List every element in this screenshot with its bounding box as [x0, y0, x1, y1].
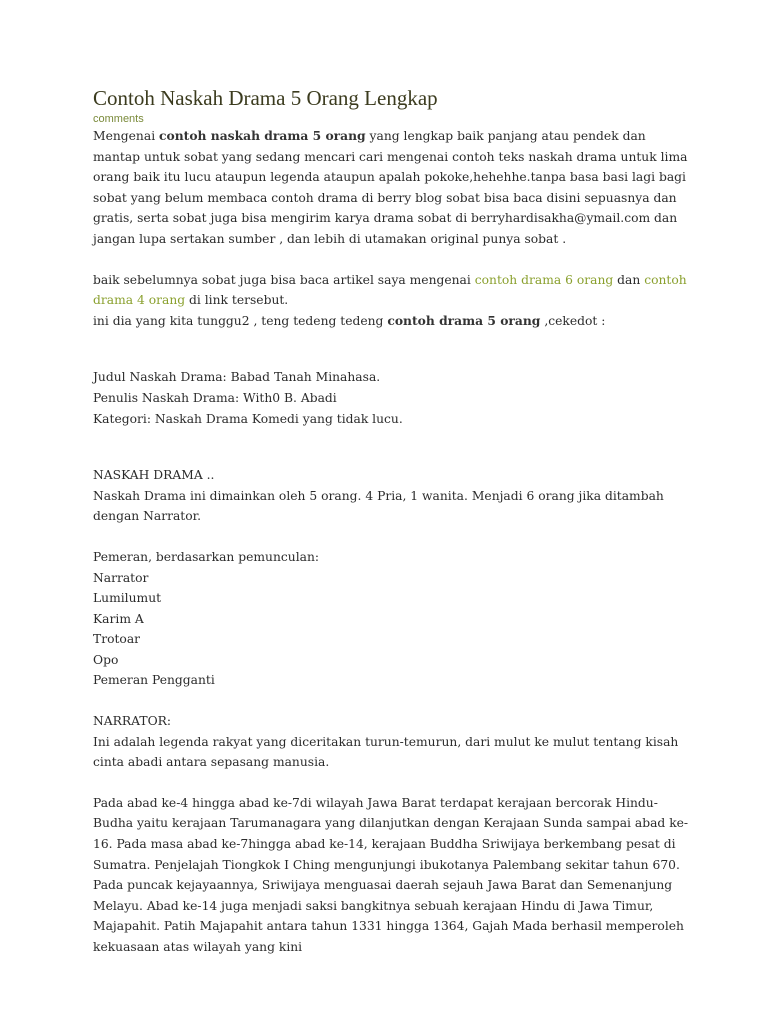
post-body: [93, 86, 693, 958]
narrator-line: Ini adalah legenda rakyat yang diceritakan turun-temurun, dari mulut ke mulut tentang kisah cinta abadi antara sepasang manusia.: [93, 734, 679, 770]
links-mid: dan: [613, 272, 645, 287]
cast-member: Opo: [93, 652, 119, 667]
intro-lead: Mengenai: [93, 129, 160, 143]
narrator-heading: NARRATOR:: [93, 714, 172, 729]
meta-kategori: Kategori: Naskah Drama Komedi yang tidak lucu.: [93, 411, 403, 426]
intro-bold-keyword: contoh naskah drama 5 orang: [159, 128, 366, 143]
lead-in-line: [93, 311, 693, 332]
link-contoh-drama-6-orang[interactable]: contoh drama 6 orang: [474, 272, 614, 287]
intro-paragraph: [93, 126, 693, 250]
comments-link[interactable]: comments: [93, 113, 144, 125]
lead-in-tail: ,cekedot :: [540, 313, 606, 328]
cast-member: Lumilumut: [93, 591, 162, 606]
cast-heading: Pemeran, berdasarkan pemunculan:: [93, 549, 320, 564]
link-contoh-drama-4-orang[interactable]: contoh drama 4 orang: [93, 272, 687, 308]
narrator-story: Pada abad ke-4 hingga abad ke-7di wilayah Jawa Barat terdapat kerajaan bercorak Hindu-Budha yaitu kerajaan Tarumanagara yang dilanjutkan dengan Kerajaan Sunda sampai abad ke-16. Pada masa abad ke-7hingga abad ke-14, kerajaan Buddha Sriwijaya berkembang pesat di Sumatra. Penjelajah Tiongkok I Ching mengunjungi ibukotanya Palembang sekitar tahun 670. Pada puncak kejayaannya, Sriwijaya menguasai daerah sejauh Jawa Barat dan Semenanjung Melayu. Abad ke-14 juga menjadi saksi bangkitnya sebuah kerajaan Hindu di Jawa Timur, Majapahit. Patih Majapahit antara tahun 1331 hingga 1364, Gajah Mada berhasil memperoleh kekuasaan atas wilayah yang kini: [93, 795, 689, 954]
naskah-description: Naskah Drama ini dimainkan oleh 5 orang. 4 Pria, 1 wanita. Menjadi 6 orang jika ditambah dengan Narrator.: [93, 488, 664, 524]
links-tail: di link tersebut.: [185, 293, 289, 308]
cast-member: Trotoar: [93, 632, 141, 647]
meta-judul: Judul Naskah Drama: Babad Tanah Minahasa.: [93, 370, 381, 385]
cast-member: Karim A: [93, 611, 144, 626]
intro-rest: yang lengkap baik panjang atau pendek dan mantap untuk sobat yang sedang mencari cari mengenai contoh teks naskah drama untuk lima orang baik itu lucu ataupun legenda ataupun apalah pokoke,hehehhe.tanpa basa basi lagi bagi sobat yang belum membaca contoh drama di berry blog sobat bisa baca disini sepuasnya dan gratis, serta sobat juga bisa mengirim karya drama sobat di berryhardisakha@ymail.com dan jangan lupa sertakan sumber , dan lebih di utamakan original punya sobat .: [93, 129, 688, 246]
lead-in-text: ini dia yang kita tunggu2 , teng tedeng tedeng: [93, 313, 388, 328]
links-lead: baik sebelumnya sobat juga bisa baca artikel saya mengenai: [93, 272, 475, 287]
post-title: Contoh Naskah Drama 5 Orang Lengkap: [93, 86, 438, 110]
naskah-heading: NASKAH DRAMA ..: [93, 468, 215, 483]
links-paragraph: [93, 270, 693, 311]
cast-member: Pemeran Pengganti: [93, 673, 215, 688]
lead-in-bold-keyword: contoh drama 5 orang: [387, 312, 541, 328]
meta-penulis: Penulis Naskah Drama: With0 B. Abadi: [93, 390, 337, 405]
cast-member: Narrator: [93, 570, 149, 585]
